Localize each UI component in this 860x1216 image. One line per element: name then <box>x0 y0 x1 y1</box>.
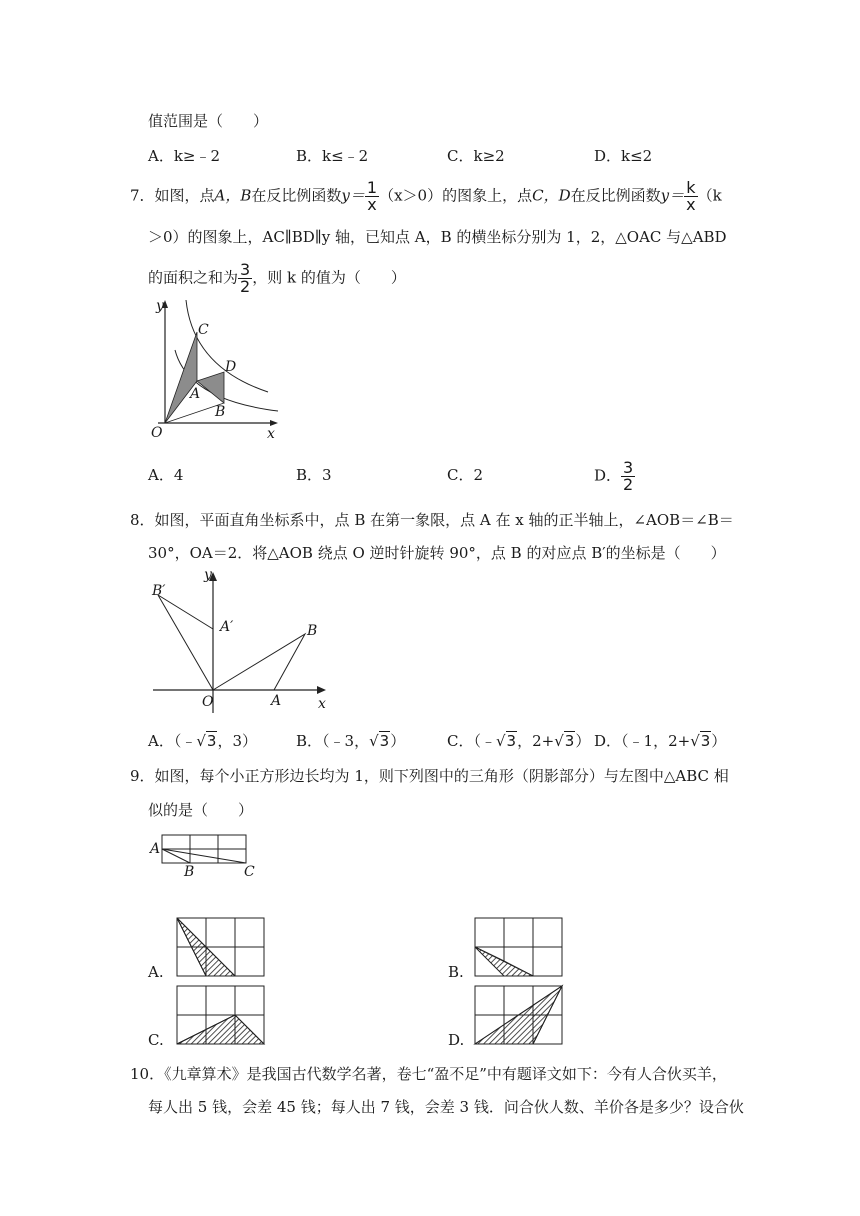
q7-label-o: O <box>151 425 163 441</box>
q8-label-a: A <box>271 693 282 709</box>
q7-label-a: A <box>190 386 201 402</box>
q9-option-c-grid[interactable] <box>176 985 266 1045</box>
q7-option-d-fraction: $\frac{3}{2}$ <box>623 458 634 494</box>
q7-label-d: D <box>225 359 237 375</box>
q9-label-b: B <box>184 864 195 880</box>
q7-fraction-1-over-x: $\frac{1}{x}$ <box>366 178 378 214</box>
q9-line2: 似的是（ ） <box>148 801 254 819</box>
q8-label-b: B <box>307 623 318 639</box>
q8-option-d[interactable]: D．（﹣1，2+√3） <box>594 732 727 750</box>
q7-label-b: B <box>215 404 226 420</box>
q7-label-x: x <box>267 426 275 442</box>
q8-option-b[interactable]: B．（﹣3，√3） <box>296 732 406 750</box>
q7-line3: 的面积之和为 $\frac{3}{2}$ ，则 k 的值为（ ） <box>148 260 406 296</box>
q9-option-a-grid[interactable] <box>176 917 266 977</box>
q8-label-y: y <box>204 567 212 583</box>
q6-option-b[interactable]: B．k≤﹣2 <box>296 147 369 165</box>
q8-option-a[interactable]: A．（﹣√3，3） <box>148 732 257 750</box>
q7-option-d[interactable]: D． $\frac{3}{2}$ <box>594 458 634 494</box>
q8-line2: 30°，OA＝2．将△AOB 绕点 O 逆时针旋转 90°，点 B 的对应点 B′的坐标是（ ） <box>148 544 726 562</box>
q9-label-c: C <box>244 864 255 880</box>
q6-option-d[interactable]: D．k≤2 <box>594 147 653 165</box>
q9-line1: 9．如图，每个小正方形边长均为 1，则下列图中的三角形（阴影部分）与左图中△ABC 相 <box>130 767 729 785</box>
q8-label-b-prime: B′ <box>152 583 166 599</box>
q9-option-b-grid[interactable] <box>474 917 564 977</box>
q7-line2: ＞0）的图象上，AC∥BD∥y 轴，已知点 A，B 的横坐标分别为 1，2，△OAC 与△ABD <box>148 228 727 246</box>
q8-label-x: x <box>318 696 326 712</box>
q9-option-d-grid[interactable] <box>474 985 564 1045</box>
q9-label-a: A <box>150 841 161 857</box>
q9-option-a-label[interactable]: A. <box>148 963 164 981</box>
q10-line2: 每人出 5 钱，会差 45 钱；每人出 7 钱，会差 3 钱．问合伙人数、羊价各是多少？设合伙 <box>148 1098 744 1116</box>
q8-label-a-prime: A′ <box>220 619 234 635</box>
q9-option-b-label[interactable]: B. <box>448 963 464 981</box>
q7-label-c: C <box>198 322 209 338</box>
q8-label-o: O <box>202 694 214 710</box>
q10-line1: 10．《九章算术》是我国古代数学名著，卷七“盈不足”中有题译文如下：今有人合伙买羊， <box>130 1065 727 1083</box>
q8-option-c[interactable]: C．（﹣√3，2+√3） <box>447 732 591 750</box>
q7-option-b[interactable]: B．3 <box>296 466 332 484</box>
q9-reference-grid <box>148 828 268 878</box>
q6-tail: 值范围是（ ） <box>148 112 269 130</box>
q7-figure <box>148 295 288 445</box>
q7-fraction-k-over-x: $\frac{k}{x}$ <box>686 178 696 214</box>
q6-option-a[interactable]: A．k≥﹣2 <box>148 147 221 165</box>
q7-line1: 7．如图，点A，B在反比例函数y＝ $\frac{1}{x}$ （x＞0）的图象上，点C，D在反比例函数y＝ $\frac{k}{x}$ （k <box>130 178 722 214</box>
q9-option-d-label[interactable]: D. <box>448 1031 465 1049</box>
q8-figure <box>148 565 338 715</box>
q7-option-c[interactable]: C．2 <box>447 466 484 484</box>
q6-option-c[interactable]: C．k≥2 <box>447 147 505 165</box>
q7-label-y: y <box>156 298 164 314</box>
q8-line1: 8．如图，平面直角坐标系中，点 B 在第一象限，点 A 在 x 轴的正半轴上，∠AOB＝∠B＝ <box>130 511 734 529</box>
q7-option-a[interactable]: A．4 <box>148 466 184 484</box>
q9-option-c-label[interactable]: C. <box>148 1031 164 1049</box>
q7-fraction-3-over-2: $\frac{3}{2}$ <box>240 260 251 296</box>
